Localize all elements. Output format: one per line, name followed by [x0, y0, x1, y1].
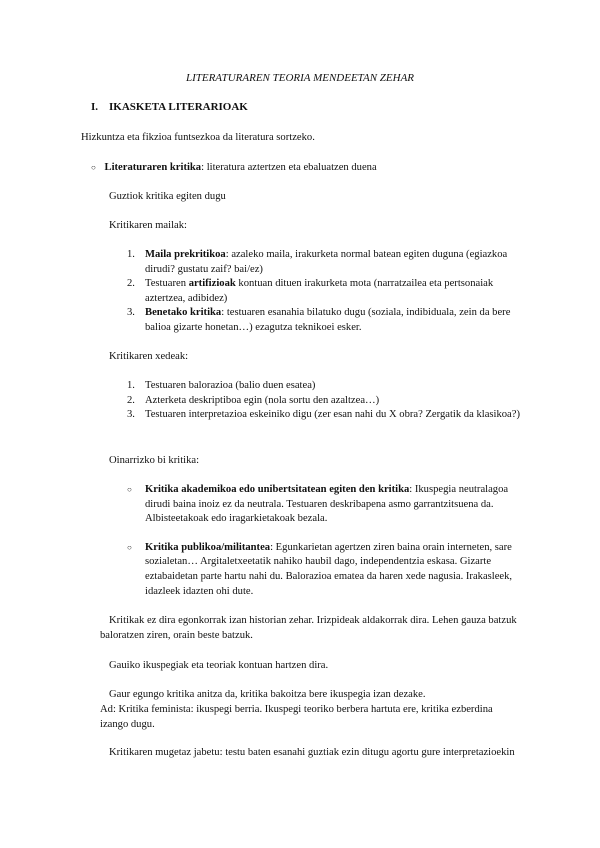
bullet-icon: ○ [127, 542, 132, 552]
list-number: 2. [127, 394, 135, 406]
item-text: Testuaren interpretazioa eskeiniko digu (zer esan nahi du X obra? Zergatik da klasikoa?) [145, 409, 520, 421]
list-item [127, 394, 527, 409]
list-item [127, 483, 527, 527]
term: Literaturaren kritika [104, 162, 202, 173]
bullet-icon: ○ [127, 485, 132, 494]
term: Kritika publikoa/militantea [145, 541, 271, 553]
term: artifizioak [188, 278, 236, 290]
item-text: kontuan dituen irakurketa mota (narratzailea eta pertsonaiak aztertzea, adibidez) [145, 278, 494, 304]
item-prefix: Testuaren [145, 278, 189, 290]
aims-list [127, 379, 527, 423]
section-title: IKASKETA LITERARIOAK [109, 101, 248, 113]
paragraph-today: Gaur egungo kritika anitza da, kritika bakoitza bere ikuspegia izan dezake. [109, 689, 426, 700]
basic-label: Oinarrizko bi kritika: [109, 455, 200, 466]
item-text: Azterketa deskriptiboa egin (nola sortu den azaltzea…) [145, 394, 380, 406]
bullet-icon: ○ [91, 163, 96, 172]
list-item [127, 248, 527, 277]
paragraph-example: Ad: Kritika feminista: ikuspegi berria. Ikuspegi teoriko berbera hartuta ere, kritika ezberdina izango dugu. [100, 704, 493, 730]
list-number: 2. [127, 278, 135, 290]
levels-list [127, 248, 527, 336]
aims-label: Kritikaren xedeak: [109, 351, 189, 362]
list-number: 1. [127, 249, 135, 260]
section-heading [91, 100, 248, 115]
levels-label: Kritikaren mailak: [109, 220, 187, 231]
term: Benetako kritika [145, 307, 222, 319]
bullet-literary-criticism [91, 161, 377, 176]
item-text: : Ikuspegia neutralagoa dirudi baina inoiz ez da neutrala. Testuaren deskribapena asmo garrantzitsuena da. Albisteetakoak edo iragarkietakoak bezala. [145, 484, 509, 525]
item-text: : testuaren esanahia bilatuko dugu (soziala, indibiduala, zein da bere balioa gizarte honetan…) ezagutza teknikoei esker. [145, 307, 511, 333]
list-number: 3. [127, 409, 135, 421]
list-item [127, 277, 527, 306]
list-item [127, 306, 527, 335]
paragraph-views: Gauiko ikuspegiak eta teoriak kontuan hartzen dira. [109, 660, 329, 671]
kinds-list [127, 483, 527, 599]
list-number: 1. [127, 380, 135, 391]
definition: : literatura aztertzen eta ebaluatzen duena [201, 162, 377, 173]
list-item [127, 541, 527, 599]
item-text: : azaleko maila, irakurketa normal batean egiten duguna (egiazkoa dirudi? gustatu zaif? bai/ez) [145, 249, 508, 275]
term: Kritika akademikoa edo unibertsitatean egiten den kritika [145, 484, 410, 495]
paragraph-history: Kritikak ez dira egonkorrak izan historian zehar. Irizpideak aldakorrak dira. Lehen gauza batzuk baloratzen ziren, orain beste batzuk. [100, 615, 517, 641]
paragraph-everyone: Guztiok kritika egiten dugu [109, 191, 226, 202]
intro-paragraph: Hizkuntza eta fikzioa funtsezkoa da literatura sortzeko. [81, 132, 315, 143]
list-item [127, 408, 527, 423]
item-text: : Egunkarietan agertzen ziren baina orain interneten, sare sozialetan… Argitaletxeetatik nahiko haubil dago, independentzia eskasa. Gizarte eztabaidetan parte hartu nahi du. Balorazioa ematea da haren xede nagusia. Irakasleek, idazleek idazten ohi dute. [145, 541, 513, 597]
item-text: Testuaren balorazioa (balio duen esatea) [145, 380, 316, 391]
paragraph-limits: Kritikaren mugetaz jabetu: testu baten esanahi guztiak ezin ditugu agortu gure interpretazioekin [109, 747, 515, 758]
document-title: LITERATURAREN TEORIA MENDEETAN ZEHAR [185, 72, 415, 84]
list-number: 3. [127, 307, 135, 319]
section-number: I. [91, 101, 99, 113]
list-item [127, 379, 527, 394]
term: Maila prekritikoa [145, 249, 226, 260]
